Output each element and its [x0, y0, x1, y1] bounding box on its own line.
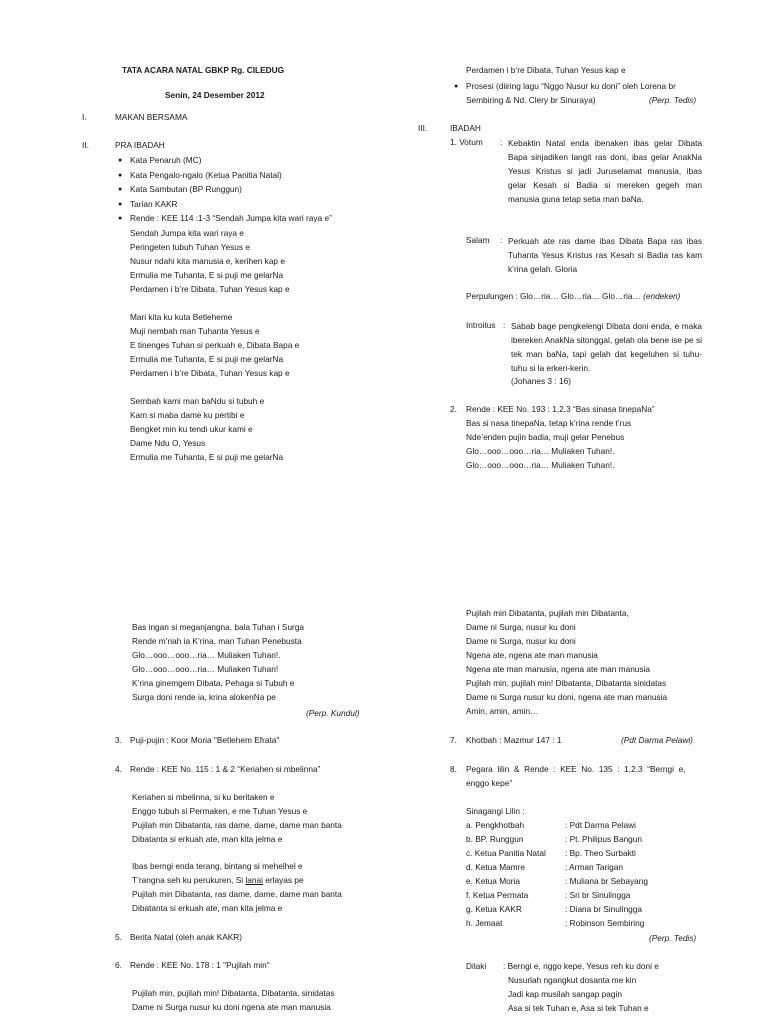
lyric-line: Dibatanta si erkuah ate, man kita jelma e	[132, 903, 283, 913]
item-5-text: Berita Natal (oleh anak KAKR)	[130, 932, 243, 942]
lyric-line: Dibatanta si erkuah ate, man kita jelma e	[132, 834, 283, 844]
lyric-line: Ermulia me Tuhanta, E si puji me gelarNa	[130, 354, 284, 364]
lyric-line: Nde’enden pujin badia, muji gelar Penebus	[466, 432, 625, 442]
lilin-role: h. Jemaat	[466, 918, 503, 928]
lyric-line: Perdamen i b’re Dibata, Tuhan Yesus kap e	[130, 284, 290, 294]
votum-label: 1. Votum	[450, 137, 483, 147]
item-8-line-1: Pegara lilin & Rende : KEE No. 135 : 1,2,3 “Berngi e,	[466, 764, 686, 774]
lyric-line: Jadi kap musilah sangap pagin	[508, 989, 622, 999]
lilin-perp: (Perp. Tedis)	[649, 933, 697, 943]
salam-text: Perkuah ate ras dame ibas Dibata Bapa ras ibas Tuhanta Yesus Kristus ras Kesah si Badia ras kam k’rina gelah. Gloria	[508, 236, 702, 274]
introitus-text: Sabab bage pengkelengi Dibata doni enda, e maka ibereken AnakNa sitonggal, gelah ola bene ise pe si tek man baNa, tapi gelah dat kegeluhen si tuhu-tuhu si la erkeri-kerin.	[511, 321, 702, 373]
list-item: Kata Pengalo-ngalo (Ketua Panitia Natal)	[130, 170, 282, 180]
item-7-number: 7.	[450, 735, 457, 745]
date: Senin, 24 Desember 2012	[165, 90, 265, 100]
lyric-line: Dame ni Surga, nusur ku doni	[466, 622, 576, 632]
lyric-line: Ngena ate man manusia, ngena ate man manusia	[466, 664, 651, 674]
lilin-name: : Arman Tarigan	[565, 862, 623, 872]
lilin-name: : Bp. Theo Surbakti	[565, 848, 636, 858]
lyric-line: Dame ni Surga, nusur ku doni	[466, 636, 576, 646]
item-3-number: 3.	[115, 735, 122, 745]
lilin-name: : Muliana br Sebayang	[565, 876, 649, 886]
bullet-icon: ●	[454, 83, 459, 90]
lyric-line: Kam si maba dame ku pertibi e	[130, 410, 245, 420]
lilin-role: g. Ketua KAKR	[466, 904, 522, 914]
lilin-name: : Pdt Darma Pelawi	[565, 820, 637, 830]
item-3-text: Puji-pujin : Koor Moria "Betlehem Efrata"	[130, 735, 280, 745]
lyric-line: Rende m’riah ia K’rina, man Tuhan Penebusta	[132, 636, 302, 646]
lyric-line: Dame Ndu O, Yesus	[130, 438, 206, 448]
lilin-name: : Robinson Sembiring	[565, 918, 645, 928]
lyric-line: Mari kita ku kuta Betleheme	[130, 312, 233, 322]
lyric-line: Amin, amin, amin…	[466, 706, 539, 716]
sinagangi-lilin-heading: Sinagangi Lilin :	[466, 806, 525, 816]
list-item: Kata Penaruh (MC)	[130, 155, 202, 165]
bullet-icon: ●	[118, 172, 123, 179]
lilin-role: f. Ketua Permata	[466, 890, 529, 900]
section-2-title: PRA IBADAH	[115, 140, 165, 150]
bullet-icon: ●	[118, 215, 123, 222]
lyric-line: K’rina ginemgem Dibata, Pehaga si Tubuh e	[132, 678, 295, 688]
prosesi-line-2: Sembiring & Nd. Clery br Sinuraya)	[466, 95, 596, 105]
perpulungen: Perpulungen : Glo…ria… Glo…ria… Glo…ria…	[466, 291, 641, 301]
lyric-part: erlayas pe	[263, 875, 304, 885]
votum-text: Kebaktin Natal enda ibenaken ibas gelar Dibata Bapa sinjadiken langit ras doni, ibas gelar AnakNa Yesus Kristus si jadi Juruselamat manusia, ibas gelar Kesah si Badia si mereken gegeh man manusia guna tetap setia man baNa.	[508, 138, 702, 204]
item-2-text: Rende : KEE No. 193 : 1,2,3 “Bas sinasa tinepaNa”	[466, 404, 655, 414]
section-3-number: III.	[418, 123, 428, 133]
item-5-number: 5.	[115, 932, 122, 942]
lyric-line: Pujilah min, pujilah min! Dibatanta, Dibatanta, sinidatas	[132, 988, 335, 998]
lyric-line: Pujilah min Dibatanta, ras dame, dame, dame man banta	[132, 820, 342, 830]
lyric-line: Perdamen i b’re Dibata, Tuhan Yesus kap e	[130, 368, 290, 378]
item-6-text: Rende : KEE No. 178 : 1 "Pujilah min"	[130, 960, 270, 970]
lyric-line	[132, 876, 304, 886]
lyric-line: Keriahen si mbelinna, si ku beritaken e	[132, 792, 275, 802]
item-4-number: 4.	[115, 764, 122, 774]
lyric-line: Pujilah min Dibatanta, pujilah min Dibatanta,	[466, 608, 629, 618]
lyric-line: Sembah kami man baNdu si tubuh e	[130, 396, 265, 406]
section-1-title: MAKAN BERSAMA	[115, 112, 188, 122]
bullet-icon: ●	[118, 186, 123, 193]
lilin-role: c. Ketua Panitia Natal	[466, 848, 546, 858]
item-6-number: 6.	[115, 960, 122, 970]
lyric-line: Asa si tek Tuhan e, Asa si tek Tuhan e	[508, 1003, 649, 1013]
lyric-part: T’rangna seh ku perukuren, Si	[132, 875, 246, 885]
section-2-number: II.	[82, 140, 89, 150]
lyric-line: Glo…ooo…ooo…ria… Muliaken Tuhan!.	[466, 446, 615, 456]
lyric-line: Glo…ooo…ooo…ria… Muliaken Tuhan!.	[466, 460, 615, 470]
lyric-line: Dame ni Surga nusur ku doni, ngena ate man manusia	[466, 692, 668, 702]
lyric-line: Enggo tubuh si Permaken, e me Tuhan Yesus e	[132, 806, 308, 816]
lilin-role: b. BP. Runggun	[466, 834, 524, 844]
bullet-icon: ●	[118, 157, 123, 164]
section-3-title: IBADAH	[450, 123, 481, 133]
lyric-line: Nusur ndahi kita manusia e, kerihen kap e	[130, 256, 285, 266]
item-7-text: Khotbah : Mazmur 147 : 1	[466, 735, 562, 745]
lyric-line: Bas si nasa tinepaNa, tetap k’rina rende t’rus	[466, 418, 632, 428]
lilin-name: : Diana br Sinulingga	[565, 904, 643, 914]
list-item: Rende : KEE 114 :1-3 “Sendah Jumpa kita wari raya e”	[130, 213, 332, 223]
lyric-line: Glo…ooo…ooo…ria… Muliaken Tuhan!.	[132, 650, 281, 660]
page-title: TATA ACARA NATAL GBKP Rg. CILEDUG	[122, 65, 285, 75]
lyric-line: Surga doni rende ia, krina alokenNa pe	[132, 692, 276, 702]
lyric-line: E tinenges Tuhan si perkuah e, Dibata Bapa e	[130, 340, 300, 350]
item-2-number: 2.	[450, 404, 457, 414]
perpulungen-note: (endeken)	[643, 291, 681, 301]
salam-label: Salam	[466, 235, 490, 245]
section-1-number: I.	[82, 112, 87, 122]
votum-colon: :	[500, 137, 503, 147]
introitus-ref: (Johanes 3 : 16)	[511, 376, 571, 386]
lyric-line: Pujilah min, pujilah min! Dibatanta, Dibatanta sinidatas	[466, 678, 667, 688]
lyric-line: Nusurlah ngangkut dosanta me kin	[508, 975, 637, 985]
bullet-icon: ●	[118, 201, 123, 208]
prosesi-line-1: Prosesi (diiring lagu “Nggo Nusur ku doni” oleh Lorena br	[466, 81, 676, 91]
lilin-name: : Pt. Philipus Bangun	[565, 834, 643, 844]
lilin-role: e. Ketua Moria	[466, 876, 520, 886]
perp-kundul: (Perp. Kundul)	[306, 708, 360, 718]
dilaki-label: Dilaki	[466, 961, 487, 971]
lyric-line: Muji nembah man Tuhanta Yesus e	[130, 326, 260, 336]
salam-colon: :	[500, 235, 503, 245]
item-4-text: Rende : KEE No. 115 : 1 & 2 “Keriahen si mbelinna”	[130, 764, 321, 774]
introitus-colon: :	[503, 320, 506, 330]
lyric-line: Perdamen i b’re Dibata, Tuhan Yesus kap e	[466, 65, 626, 75]
lilin-role: d. Ketua Mamre	[466, 862, 526, 872]
lilin-name: : Sri br Sinulingga	[565, 890, 631, 900]
perp-tedis: (Perp. Tedis)	[649, 95, 697, 105]
lyric-line: Ermulia me Tuhanta, E si puji me gelarNa	[130, 452, 284, 462]
perpulungen-line	[466, 292, 680, 302]
lyric-line: Pujilah min Dibatanta, ras dame, dame, dame man banta	[132, 889, 342, 899]
lyric-line: Glo…ooo…ooo…ria… Muliaken Tuhan!	[132, 664, 279, 674]
lyric-line: : Berngi e, nggo kepe, Yesus reh ku doni e	[503, 961, 659, 971]
lyric-line: Sendah Jumpa kita wari raya e	[130, 228, 244, 238]
lyric-line: Bengket min ku tendi ukur kami e	[130, 424, 253, 434]
lyric-line: Dame ni Surga nusur ku doni ngena ate man manusia	[132, 1002, 331, 1012]
lilin-role: a. Pengkhotbah	[466, 820, 525, 830]
introitus-label: Introitus	[466, 320, 496, 330]
list-item: Kata Sambutan (BP Runggun)	[130, 184, 242, 194]
item-7-perp: (Pdt Darma Pelawi)	[621, 735, 693, 745]
item-8-line-2: enggo kepe”	[466, 778, 513, 788]
lyric-line: Bas ingan si meganjangna, bala Tuhan i Surga	[132, 622, 305, 632]
underlined-word: lanai	[245, 875, 263, 885]
lyric-line: Peringeten tubuh Tuhan Yesus e	[130, 242, 250, 252]
lyric-line: Ibas berngi enda terang, bintang si mehelhel e	[132, 861, 303, 871]
lyric-line: Ermulia me Tuhanta, E si puji me gelarNa	[130, 270, 284, 280]
item-8-number: 8.	[450, 764, 457, 774]
lyric-line: Ngena ate, ngena ate man manusia	[466, 650, 598, 660]
list-item: Tarian KAKR	[130, 199, 178, 209]
